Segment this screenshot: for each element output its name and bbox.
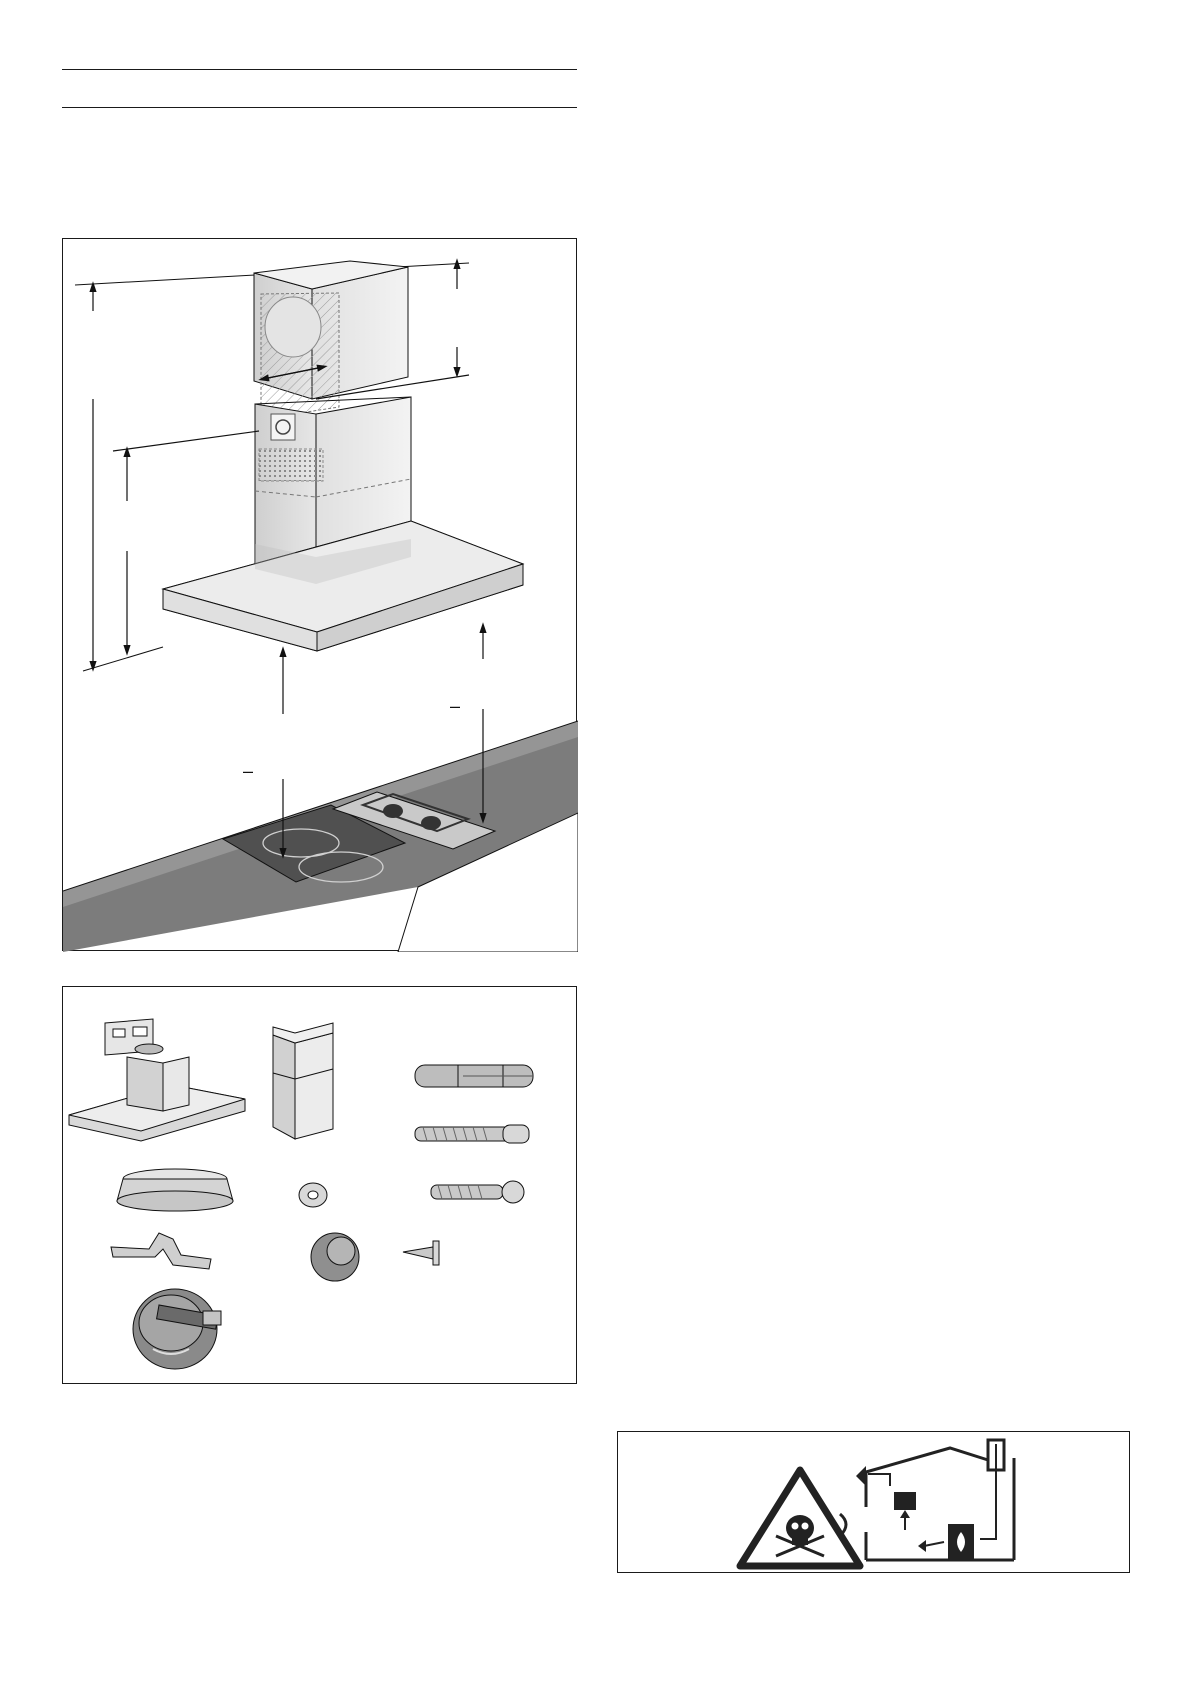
- upper-chimney: [254, 261, 408, 419]
- part-screw-long: [415, 1125, 529, 1143]
- part-wall-plug: [415, 1065, 533, 1087]
- header-rule-bottom: [62, 107, 577, 108]
- part-screw-short: [431, 1181, 524, 1203]
- part-chimney: [273, 1023, 333, 1139]
- warning-diagram: [618, 1432, 1131, 1574]
- house-exhaust-icon: [840, 1440, 1014, 1560]
- part-adjusting-knob: [311, 1233, 359, 1281]
- distance-label-electric: –: [243, 761, 254, 781]
- header-rule-top: [62, 69, 577, 70]
- part-valve: [133, 1289, 221, 1369]
- distance-label-gas: –: [450, 696, 461, 716]
- part-air-connector: [117, 1169, 233, 1211]
- countertop: [63, 721, 578, 952]
- part-bracket: [111, 1233, 211, 1269]
- installation-figure: [62, 238, 577, 951]
- parts-figure: [62, 986, 577, 1384]
- hood-canopy: [163, 521, 523, 651]
- warning-figure: [617, 1431, 1130, 1573]
- parts-diagram: [63, 987, 578, 1385]
- part-washer: [299, 1183, 327, 1207]
- part-hood: [69, 1019, 245, 1141]
- part-tapping-screw: [403, 1241, 439, 1265]
- installation-diagram: [63, 239, 578, 952]
